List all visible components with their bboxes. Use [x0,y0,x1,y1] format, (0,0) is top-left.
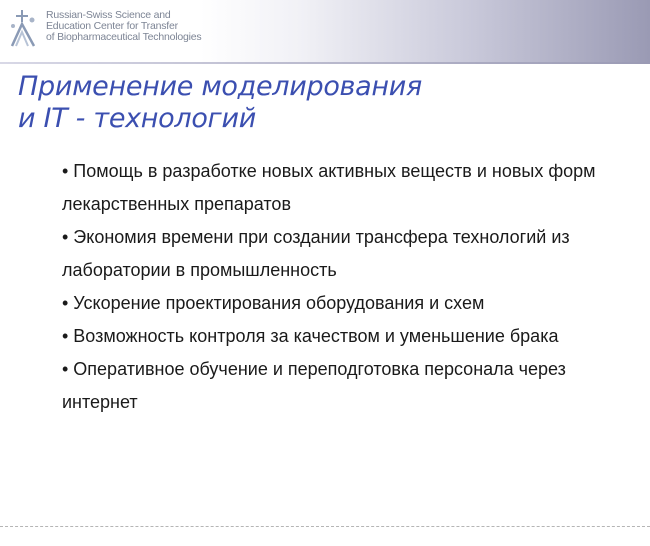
bullet-item: • Экономия времени при создании трансфера технологий из лаборатории в промышленность [62,227,570,280]
slide-title-line: и IT - технологий [18,103,256,134]
bullet-item: • Оперативное обучение и переподготовка персонала через интернет [62,359,566,412]
bullet-item: • Помощь в разработке новых активных веществ и новых форм лекарственных препаратов [62,161,596,214]
slide-title-line: Применение моделирования [18,71,422,102]
bullet-list [62,155,622,419]
footer-divider [0,526,650,527]
bullet-item: • Ускорение проектирования оборудования и схем [62,293,485,313]
logo-line: Education Center for Transfer [46,20,178,32]
slide-header [0,0,650,62]
slide-title [18,71,422,135]
logo-icon [6,6,40,52]
logo-line: Russian-Swiss Science and [46,9,171,21]
logo-text [46,10,201,43]
bullet-item: • Возможность контроля за качеством и уменьшение брака [62,326,559,346]
header-divider [0,62,650,64]
logo-line: of Biopharmaceutical Technologies [46,31,202,43]
